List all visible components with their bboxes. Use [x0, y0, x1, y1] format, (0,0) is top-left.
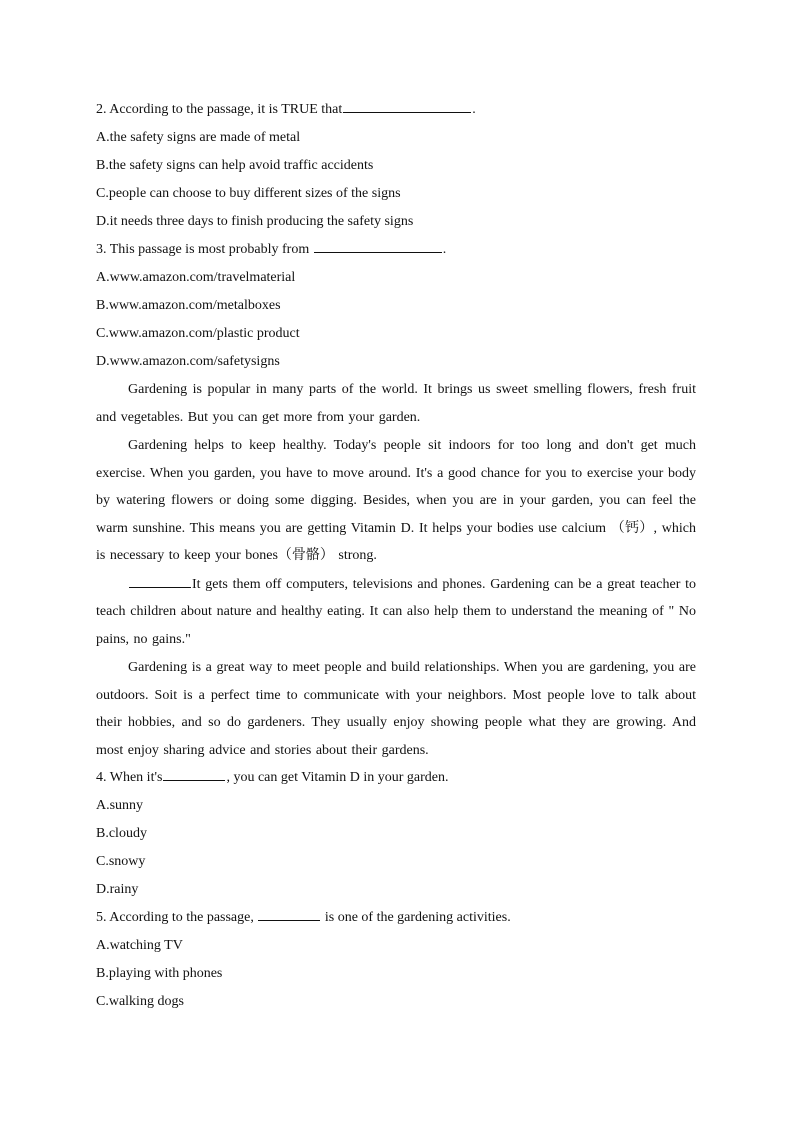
passage-paragraph-2: Gardening helps to keep healthy. Today's people sit indoors for too long and don't get much exercise. When you garden, you have to move around. It's a good chance for you to exercise your body by watering flowers or doing some digging. Besides, when you are in your garden, you can feel the warm sunshine. This means you are getting Vitamin D. It helps your bodies use calcium （钙）, which is necessary to keep your bones（骨骼） strong. — [96, 438, 696, 563]
option-d: D.www.amazon.com/safetysigns — [96, 354, 280, 369]
option-a: A.watching TV — [96, 938, 183, 953]
option-d: D.rainy — [96, 882, 139, 897]
passage-paragraph-3: It gets them off computers, televisions and phones. Gardening can be a great teacher to teach children about nature and healthy eating. It can also help them to understand the meaning of " No pains, no gains." — [96, 571, 696, 654]
option-b: B.the safety signs can help avoid traffic accidents — [96, 158, 374, 173]
answer-blank[interactable] — [163, 766, 225, 781]
question-number: 2. — [96, 102, 107, 117]
question-5-stem: 5. According to the passage, is one of the gardening activities. — [96, 904, 696, 932]
answer-blank[interactable] — [258, 906, 320, 921]
question-number: 5. — [96, 910, 107, 925]
option-b: B.cloudy — [96, 826, 147, 841]
option-a: A.the safety signs are made of metal — [96, 130, 301, 145]
question-number: 3. — [96, 242, 107, 257]
question-text: According to the passage, it is TRUE that — [109, 102, 343, 117]
passage-paragraph-1: Gardening is popular in many parts of the world. It brings us sweet smelling flowers, fresh fruit and vegetables. But you can get more from your garden. — [96, 382, 696, 425]
question-text: According to the passage, — [109, 910, 254, 925]
passage-blank[interactable] — [129, 573, 191, 588]
passage-paragraph-4: Gardening is a great way to meet people and build relationships. When you are gardening, you are outdoors. Soit is a perfect time to communicate with your neighbors. Most people love to talk about their hobbies, and so do gardeners. They usually enjoy showing people what they are growing. And most enjoy sharing advice and stories about their gardens. — [96, 660, 696, 758]
option-d: D.it needs three days to finish producing the safety signs — [96, 214, 414, 229]
question-4-stem: 4. When it's , you can get Vitamin D in your garden. — [96, 764, 696, 792]
option-c: C.snowy — [96, 854, 146, 869]
answer-blank[interactable] — [314, 238, 442, 253]
option-a: A.www.amazon.com/travelmaterial — [96, 270, 296, 285]
option-c: C.people can choose to buy different sizes of the signs — [96, 186, 401, 201]
worksheet-page — [96, 96, 696, 1016]
question-3-stem: 3. This passage is most probably from . — [96, 236, 696, 264]
question-2-stem: 2. According to the passage, it is TRUE that . — [96, 96, 696, 124]
option-b: B.playing with phones — [96, 966, 223, 981]
question-number: 4. — [96, 770, 107, 785]
option-c: C.www.amazon.com/plastic product — [96, 326, 300, 341]
question-text: When it's — [109, 770, 163, 785]
answer-blank[interactable] — [343, 98, 471, 113]
question-text: This passage is most probably from — [109, 242, 310, 257]
option-c: C.walking dogs — [96, 994, 184, 1009]
option-b: B.www.amazon.com/metalboxes — [96, 298, 281, 313]
option-a: A.sunny — [96, 798, 144, 813]
